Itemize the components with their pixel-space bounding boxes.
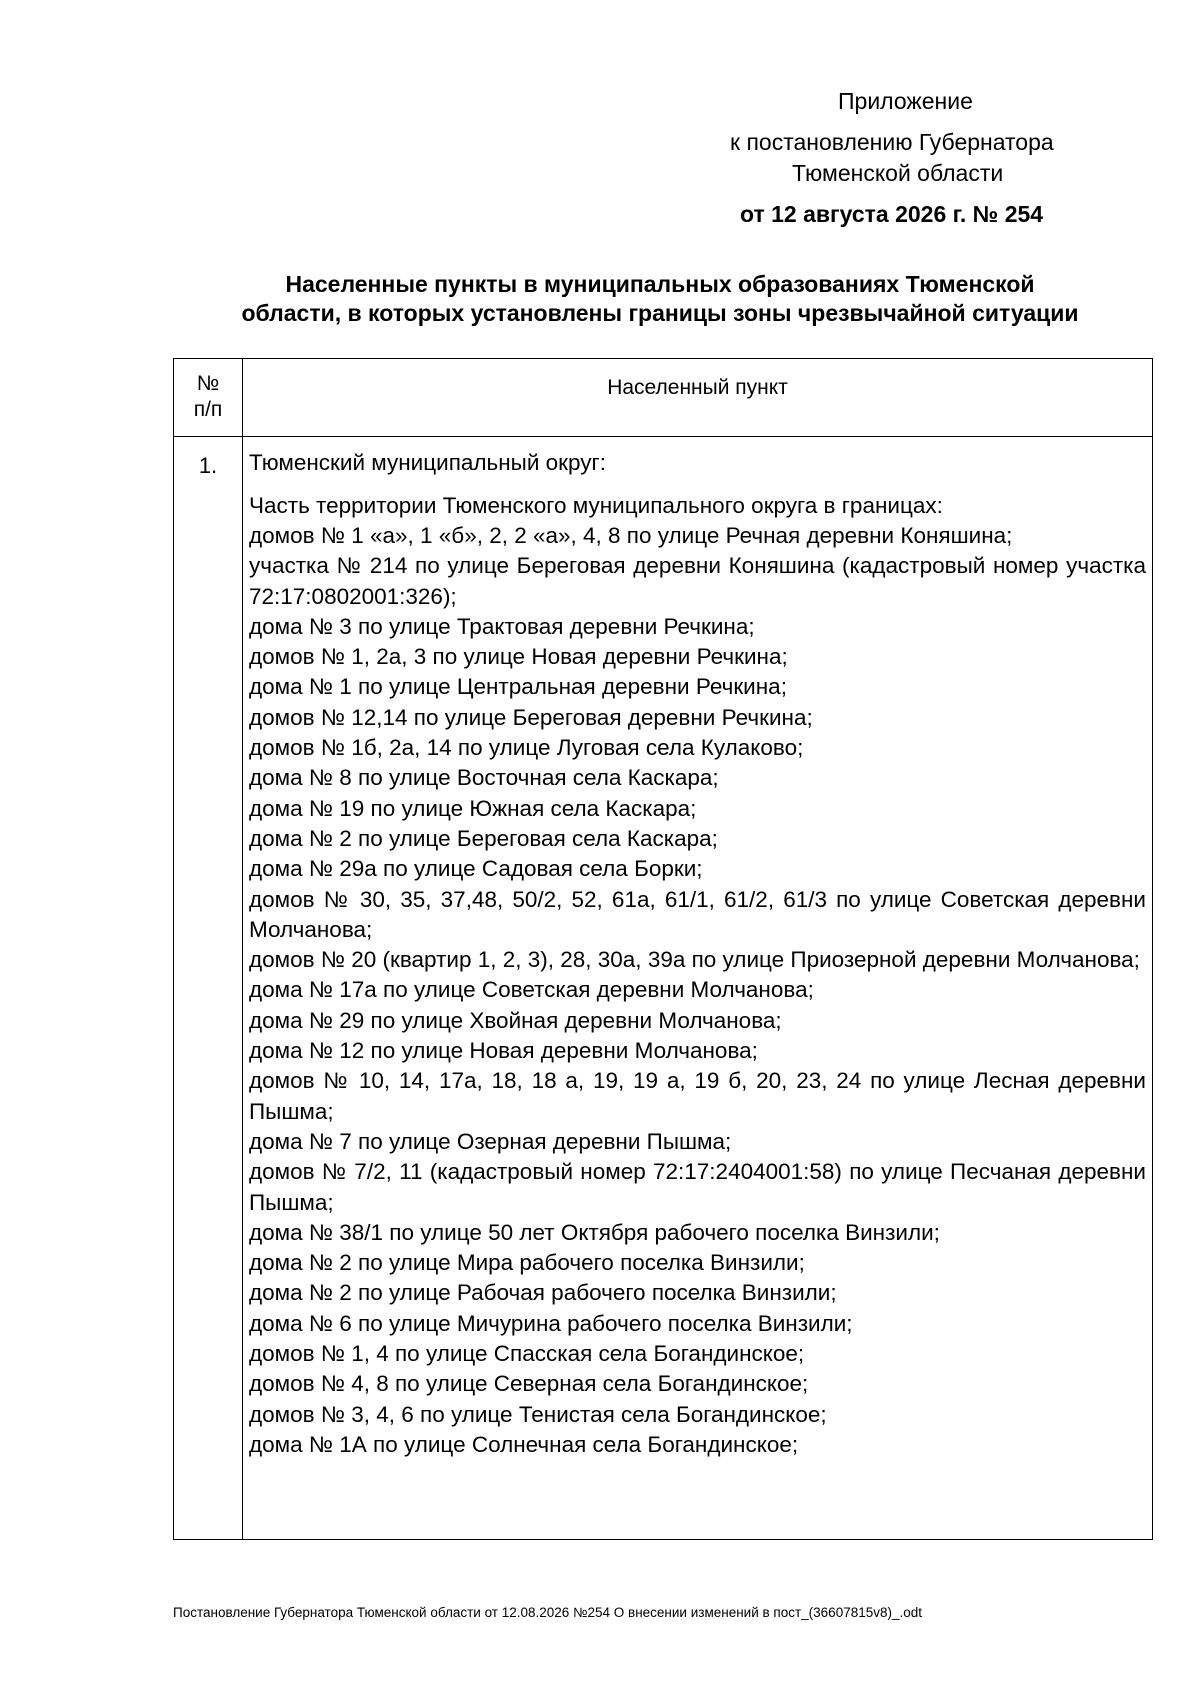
- appendix-reference: к постановлению Губернатора: [730, 129, 1054, 155]
- address-line: домов № 1 «а», 1 «б», 2, 2 «а», 4, 8 по улице Речная деревни Коняшина;: [249, 523, 1013, 548]
- appendix-date-number: от 12 августа 2026 г. № 254: [740, 201, 1044, 227]
- address-line: дома № 8 по улице Восточная села Каскара;: [249, 765, 719, 791]
- document-footer: Постановление Губернатора Тюменской области от 12.08.2026 №254 О внесении изменений в пост_(36607815v8)_.odt: [173, 1605, 923, 1620]
- address-line: домов № 12,14 по улице Береговая деревни Речкина;: [249, 704, 813, 730]
- address-line: дома № 2 по улице Рабочая рабочего поселка Винзили;: [249, 1280, 837, 1306]
- table-header-row: [174, 359, 1153, 437]
- row-content: [243, 437, 1153, 1540]
- document-title: [160, 270, 1160, 328]
- header-name: Населенный пункт: [243, 359, 1153, 437]
- appendix-label: Приложение: [838, 88, 973, 114]
- address-line: дома № 17а по улице Советская деревни Молчанова;: [249, 977, 814, 1003]
- address-line: дома № 3 по улице Трактовая деревни Речкина;: [249, 613, 755, 639]
- address-line: домов № 20 (квартир 1, 2, 3), 28, 30а, 39а по улице Приозерной деревни Молчанова;: [249, 947, 1140, 973]
- address-line: домов № 30, 35, 37,48, 50/2, 52, 61а, 61/1, 61/2, 61/3 по улице Советская деревни Молчанова;: [249, 886, 1146, 942]
- address-line: домов № 3, 4, 6 по улице Тенистая села Богандинское;: [249, 1401, 827, 1427]
- address-line: дома № 7 по улице Озерная деревни Пышма;: [249, 1128, 732, 1154]
- territory-intro: Часть территории Тюменского муниципального округа в границах:: [249, 493, 943, 518]
- table-row: [174, 437, 1153, 1540]
- title-line-1: Населенные пункты в муниципальных образованиях Тюменской: [285, 271, 1035, 297]
- address-line: домов № 1б, 2а, 14 по улице Луговая села Кулаково;: [249, 735, 804, 761]
- address-line: участка № 214 по улице Береговая деревни Коняшина (кадастровый номер участка 72:17:0802001:326);: [249, 553, 1146, 609]
- address-line: дома № 2 по улице Мира рабочего поселка Винзили;: [249, 1250, 805, 1276]
- header-num-label: № п/п: [193, 372, 223, 421]
- address-line: дома № 38/1 по улице 50 лет Октября рабочего поселка Винзили;: [249, 1219, 940, 1245]
- address-line: дома № 12 по улице Новая деревни Молчанова;: [249, 1038, 758, 1064]
- address-line: домов № 1, 4 по улице Спасская села Богандинское;: [249, 1341, 805, 1367]
- address-line: дома № 29 по улице Хвойная деревни Молчанова;: [249, 1007, 782, 1033]
- appendix-region: Тюменской области: [792, 160, 1004, 186]
- address-line: дома № 19 по улице Южная села Каскара;: [249, 795, 697, 821]
- address-line: домов № 1, 2а, 3 по улице Новая деревни Речкина;: [249, 644, 788, 670]
- title-line-2: области, в которых установлены границы зоны чрезвычайной ситуации: [241, 300, 1079, 326]
- header-num: [174, 359, 243, 437]
- address-line: дома № 6 по улице Мичурина рабочего поселка Винзили;: [249, 1310, 853, 1336]
- address-list: [249, 521, 1146, 1460]
- address-line: дома № 1А по улице Солнечная села Богандинское;: [249, 1431, 799, 1457]
- settlements-table: [173, 358, 1153, 1540]
- address-line: дома № 29а по улице Садовая села Борки;: [249, 856, 703, 882]
- address-line: дома № 1 по улице Центральная деревни Речкина;: [249, 674, 787, 700]
- address-line: домов № 10, 14, 17а, 18, 18 а, 19, 19 а, 19 б, 20, 23, 24 по улице Лесная деревни Пышма;: [249, 1068, 1146, 1124]
- row-number: 1.: [174, 437, 243, 1540]
- address-line: домов № 4, 8 по улице Северная села Богандинское;: [249, 1371, 809, 1397]
- address-line: домов № 7/2, 11 (кадастровый номер 72:17:2404001:58) по улице Песчаная деревни Пышма;: [249, 1159, 1146, 1215]
- address-line: дома № 2 по улице Береговая села Каскара;: [249, 825, 718, 851]
- district-name: Тюменский муниципальный округ:: [249, 450, 606, 475]
